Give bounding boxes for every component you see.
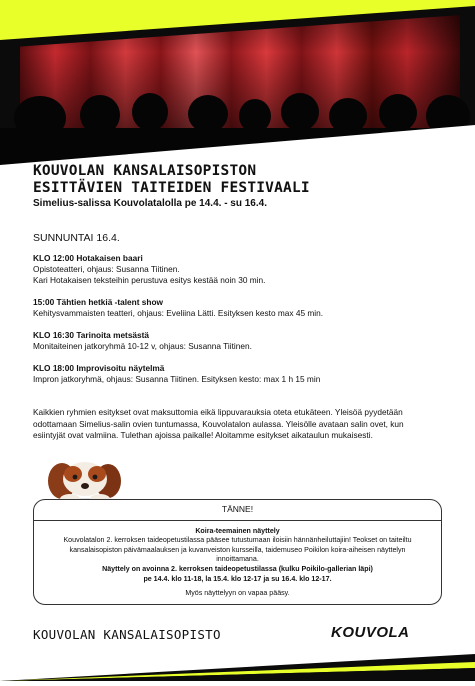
- page-title: [33, 163, 310, 197]
- title-line-2: ESITTÄVIEN TAITEIDEN FESTIVAALI: [33, 180, 310, 196]
- bottom-decoration: [0, 640, 475, 681]
- info-paragraph-line: esiintyjät ovat valmiina. Tulethan ajoissa paikalle! Aloitamme esitykset aikataulun mukaisesti.: [33, 430, 373, 440]
- infobox-opening-hours: Näyttely on avoinna 2. kerroksen taideopetustilassa (kulku Poikilo-gallerian läpi): [102, 564, 373, 573]
- event-item: [33, 330, 453, 352]
- event-heading: KLO 12:00 Hotakaisen baari: [33, 253, 143, 263]
- event-item: [33, 253, 453, 287]
- event-heading: KLO 16:30 Tarinoita metsästä: [33, 330, 150, 340]
- event-item: [33, 297, 453, 319]
- hero-image: [0, 0, 475, 165]
- exhibition-infobox: [33, 499, 442, 605]
- title-line-1: KOUVOLAN KANSALAISOPISTON: [33, 163, 257, 179]
- event-detail: Kehitysvammaisten teatteri, ohjaus: Eveliina Lätti. Esityksen kesto max 45 min.: [33, 308, 324, 319]
- event-detail: Monitaiteinen jatkoryhmä 10-12 v, ohjaus: Susanna Tiitinen.: [33, 341, 252, 352]
- event-detail: Kari Hotakaisen teksteihin perustuva esitys kestää noin 30 min.: [33, 275, 266, 286]
- info-paragraph: [33, 407, 445, 442]
- infobox-opening-hours: pe 14.4. klo 11-18, la 15.4. klo 12-17 ja su 16.4. klo 12-17.: [143, 574, 332, 583]
- infobox-free-entry: Myös näyttelyyn on vapaa pääsy.: [185, 589, 290, 598]
- event-detail: Opistoteatteri, ohjaus: Susanna Tiitinen.: [33, 264, 180, 275]
- infobox-text: Kouvolatalon 2. kerroksen taideopetustilassa pääsee tutustumaan iloisiin hännänheiluttajiin! Teokset on taiteiltu: [63, 536, 412, 545]
- day-heading: SUNNUNTAI 16.4.: [33, 232, 120, 244]
- info-paragraph-line: Kaikkien ryhmien esitykset ovat maksuttomia eikä lippuvarauksia oteta etukäteen. Yleisöä pyydetään: [33, 407, 403, 417]
- event-detail: Impron jatkoryhmä, ohjaus: Susanna Tiitinen. Esityksen kesto: max 1 h 15 min: [33, 374, 321, 385]
- event-item: [33, 363, 453, 385]
- infobox-heading: Koira-teemainen näyttely: [195, 526, 280, 535]
- info-paragraph-line: odottamaan Simelius-salin ovien tuntumassa, Kouvolatalon aulassa. Yleisölle avataan salin ovet, kun: [33, 418, 404, 429]
- event-heading: 15:00 Tähtien hetkiä -talent show: [33, 297, 164, 307]
- infobox-title: TÄNNE!: [221, 504, 254, 514]
- festival-dates: Simelius-salissa Kouvolatalolla pe 14.4. - su 16.4.: [33, 198, 267, 209]
- organization-name: KOUVOLAN KANSALAISOPISTO: [33, 627, 221, 642]
- event-heading: KLO 18:00 Improvisoitu näytelmä: [33, 363, 165, 373]
- kouvola-logo: KOUVOLA: [331, 624, 410, 641]
- infobox-text: innoittamana.: [216, 555, 259, 564]
- infobox-divider: [34, 520, 441, 521]
- infobox-text: kansalaisopiston päivämaalauksen ja kuvanveiston kursseilla, taidemuseo Poikilon koira-aiheisen näyttelyn: [69, 545, 406, 554]
